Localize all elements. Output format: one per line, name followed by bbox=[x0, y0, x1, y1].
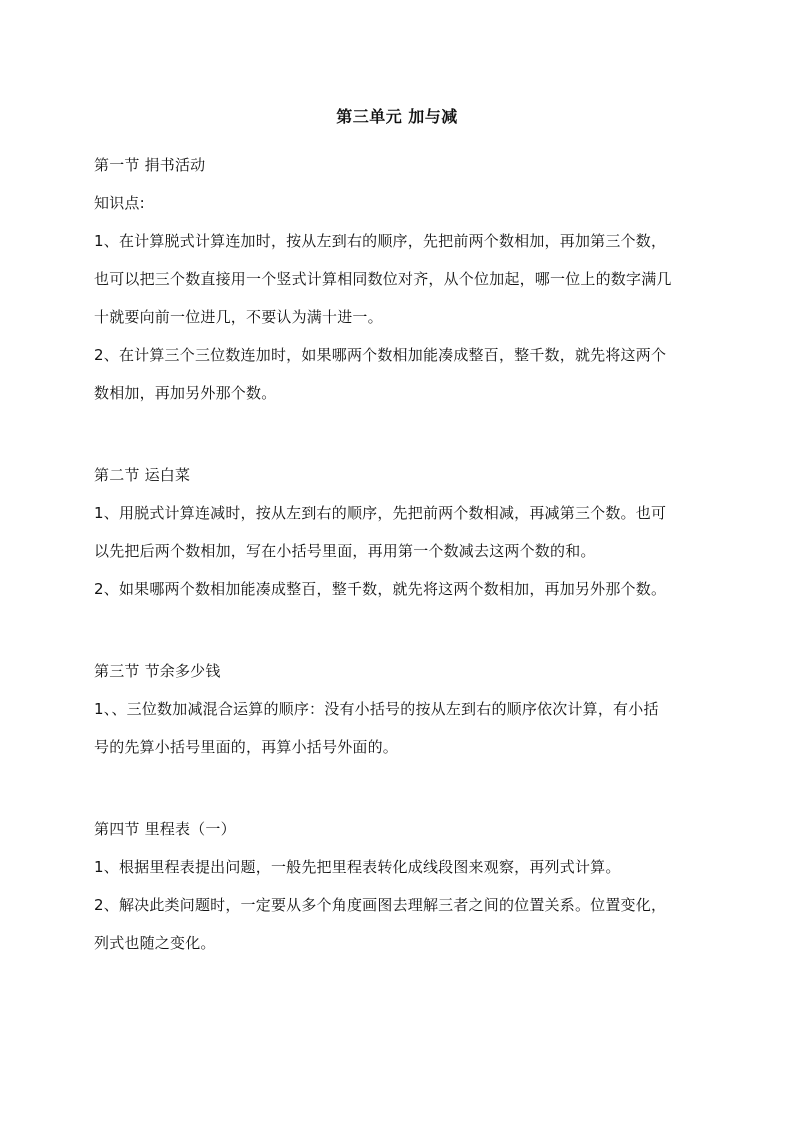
document-body bbox=[94, 146, 706, 962]
paragraph-line: 也可以把三个数直接用一个竖式计算相同数位对齐，从个位加起，哪一位上的数字满几 bbox=[94, 270, 672, 288]
section-2 bbox=[94, 456, 706, 608]
paragraph-line: 2、在计算三个三位数连加时，如果哪两个数相加能凑成整百，整千数，就先将这两个 bbox=[94, 346, 667, 364]
section-spacer bbox=[94, 608, 706, 652]
paragraph-line: 1、根据里程表提出问题，一般先把里程表转化成线段图来观察，再列式计算。 bbox=[94, 858, 621, 876]
paragraph-line: 1、用脱式计算连减时，按从左到右的顺序，先把前两个数相减，再减第三个数。也可 bbox=[94, 504, 667, 522]
paragraph-line: 1、、三位数加减混合运算的顺序：没有小括号的按从左到右的顺序依次计算，有小括 bbox=[94, 700, 659, 718]
section-3 bbox=[94, 652, 706, 766]
section-heading: 第一节 捐书活动 bbox=[94, 156, 206, 174]
paragraph-line: 1、在计算脱式计算连加时，按从左到右的顺序，先把前两个数相加，再加第三个数， bbox=[94, 232, 667, 250]
paragraph-line: 2、解决此类问题时，一定要从多个角度画图去理解三者之间的位置关系。位置变化， bbox=[94, 896, 667, 914]
section-heading: 第四节 里程表（一） bbox=[94, 820, 236, 838]
section-subheading: 知识点: bbox=[94, 194, 145, 212]
paragraph-line: 以先把后两个数相加，写在小括号里面，再用第一个数减去这两个数的和。 bbox=[94, 542, 596, 560]
paragraph-line: 列式也随之变化。 bbox=[94, 934, 216, 952]
section-spacer bbox=[94, 412, 706, 456]
paragraph-line: 号的先算小括号里面的，再算小括号外面的。 bbox=[94, 738, 399, 756]
paragraph-line: 2、如果哪两个数相加能凑成整百，整千数，就先将这两个数相加，再加另外那个数。 bbox=[94, 580, 667, 598]
section-4 bbox=[94, 810, 706, 962]
page-title: 第三单元 加与减 bbox=[336, 107, 458, 126]
paragraph-line: 十就要向前一位进几，不要认为满十进一。 bbox=[94, 308, 383, 326]
section-heading: 第二节 运白菜 bbox=[94, 466, 191, 484]
section-heading: 第三节 节余多少钱 bbox=[94, 662, 221, 680]
section-spacer bbox=[94, 766, 706, 810]
paragraph-line: 数相加，再加另外那个数。 bbox=[94, 384, 277, 402]
section-1 bbox=[94, 146, 706, 412]
